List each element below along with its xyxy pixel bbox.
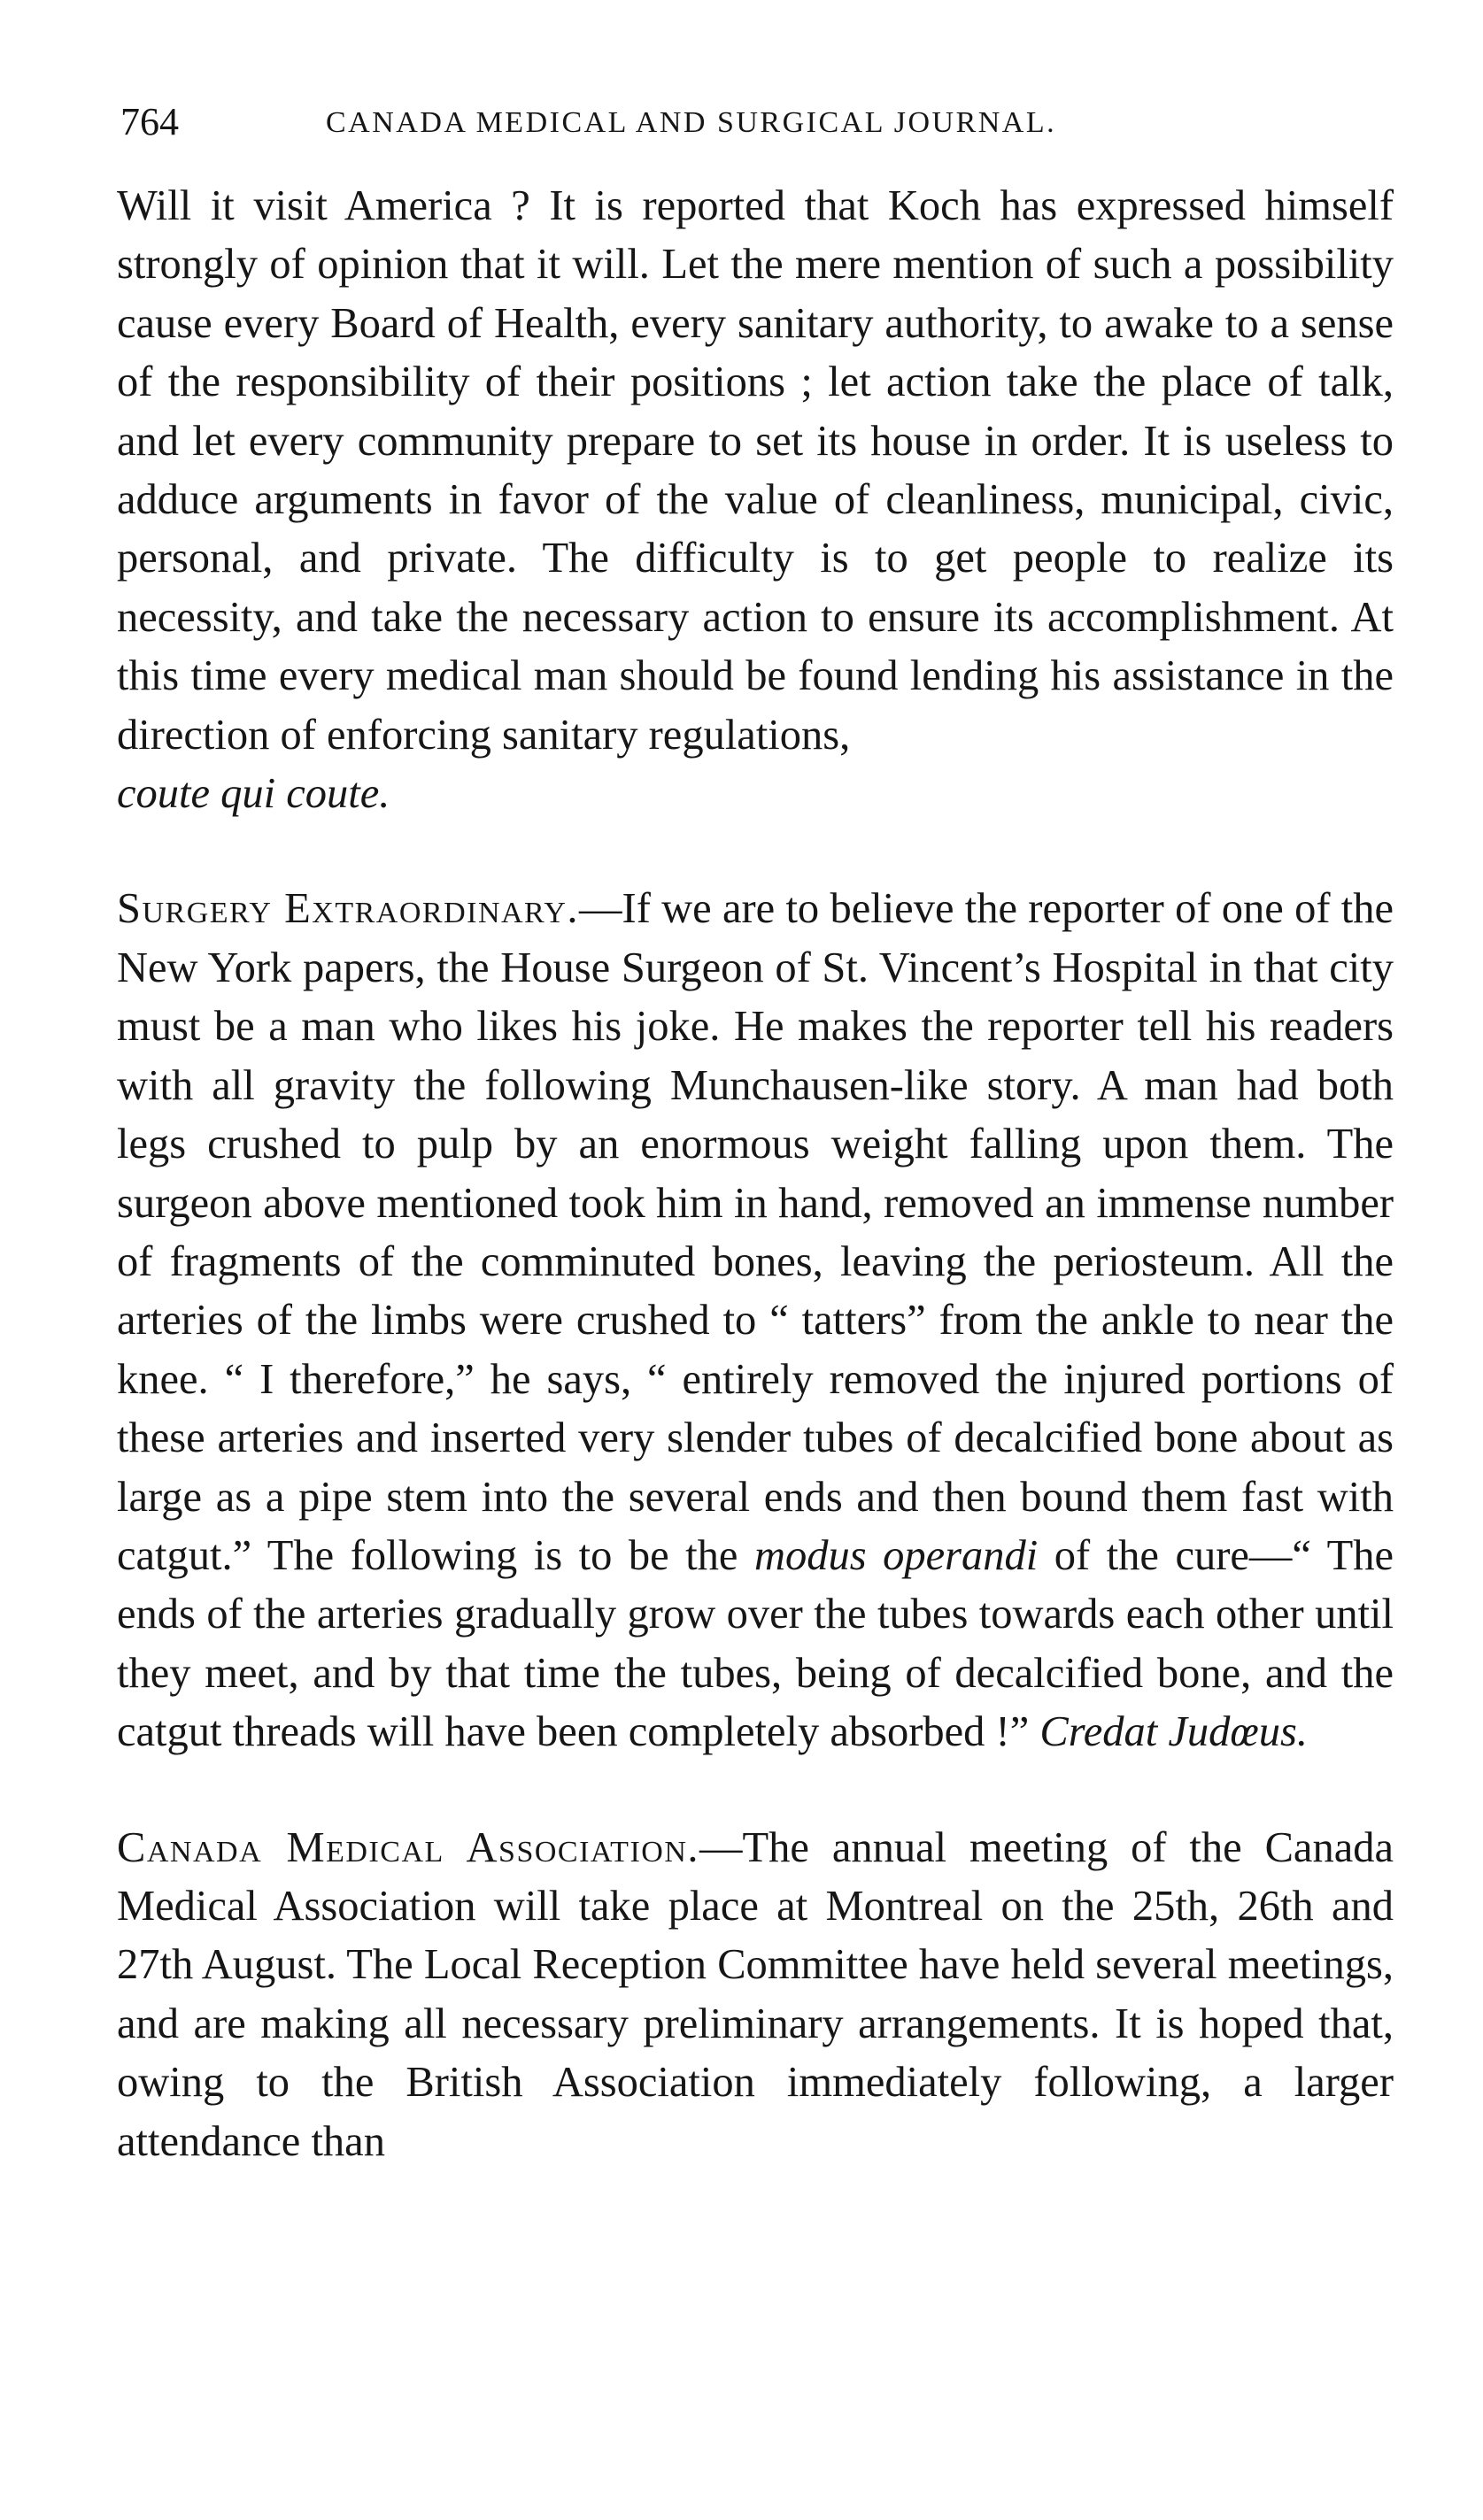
closing-phrase: coute qui coute. — [117, 770, 390, 818]
closing-phrase: Credat Judœus. — [1039, 1708, 1309, 1756]
paragraph-text: Will it visit America ? It is reported that Koch has expressed himself strongly of opinion that it will. Let the mere mention of such a possibility cause every Board of Health, every sanitary authority, to awake to a sense of the responsibility of their positions ; let action take the place of talk, and let every community prepare to set its house in order. It is useless to adduce arguments in favor of the value of cleanliness, municipal, civic, personal, and private. The difficulty is to get people to realize its necessity, and take the necessary action to ensure its accomplishment. At this time every medical man should be found lending his assistance in the direction of enforcing sanitary regulations, — [117, 182, 1394, 759]
paragraph-cholera-sanitation — [117, 177, 1394, 823]
paragraph-text: —If we are to believe the reporter of one of the New York papers, the House Surgeon of St. Vincent’s Hospital in that city must be a man who likes his joke. He makes the reporter tell his readers with all gravity the following Munchausen-like story. A man had both legs crushed to pulp by an enormous weight falling upon them. The surgeon above mentioned took him in hand, removed an immense number of fragments of the comminuted bones, leaving the periosteum. All the arteries of the limbs were crushed to “ tatters” from the ankle to near the knee. “ I therefore,” he says, “ entirely removed the injured portions of these arteries and inserted very slender tubes of decalcified bone about as large as a pipe stem into the several ends and then bound them fast with catgut.” The following is to be the — [117, 885, 1394, 1579]
paragraph-surgery-extraordinary — [117, 880, 1394, 1761]
paragraph-text: —The annual meeting of the Canada Medical Association will take place at Montreal on the 25th, 26th and 27th August. The Local Reception Committee have held several meetings, and are making all necessary preliminary arrangements. It is hoped that, owing to the British Association immediately following, a larger attendance than — [117, 1823, 1394, 2165]
paragraph-medical-association — [117, 1819, 1394, 2171]
article-body — [117, 177, 1394, 2171]
paragraph-text: of the cure—“ The ends of the arteries gradually grow over the tubes towards each other until they meet, and by that time the tubes, being of decalcified bone, and the catgut threads will have been completely absorbed !” — [117, 1531, 1394, 1756]
section-heading: Canada Medical Association. — [117, 1823, 700, 1871]
section-heading: Surgery Extraordinary. — [117, 885, 580, 933]
italic-term: modus operandi — [753, 1531, 1039, 1579]
journal-title: CANADA MEDICAL AND SURGICAL JOURNAL. — [326, 106, 1057, 139]
running-head — [120, 96, 1360, 149]
page-number: 764 — [120, 100, 179, 143]
